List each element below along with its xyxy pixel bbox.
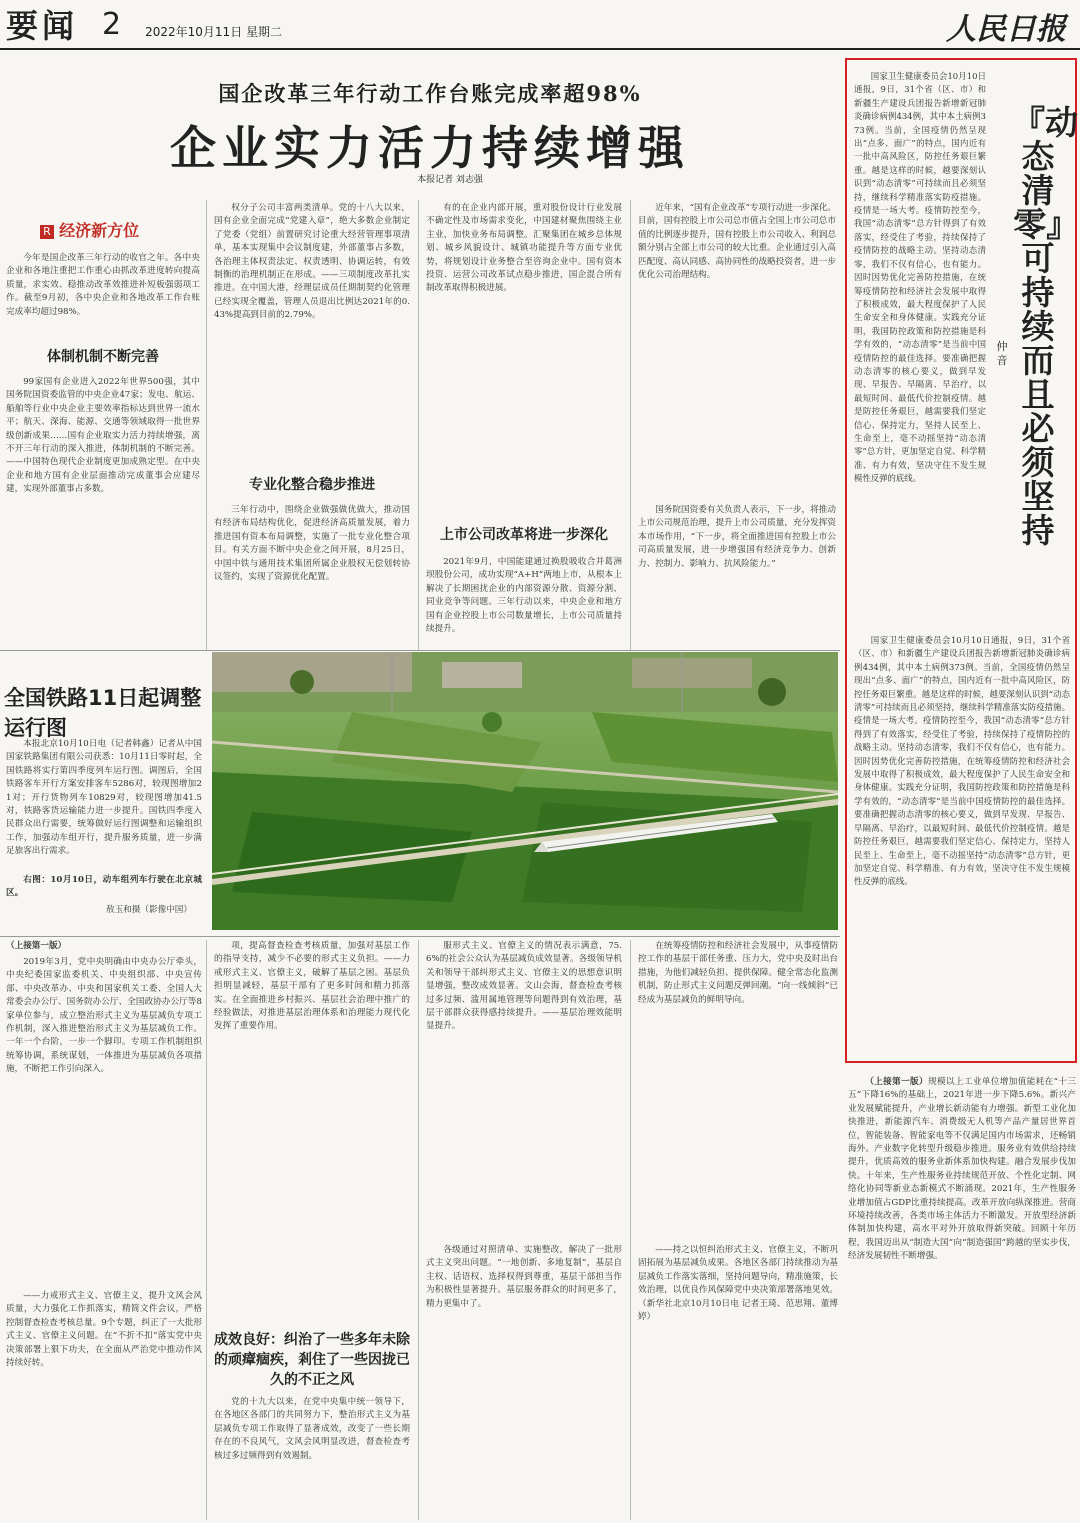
section-label: 经济新方位 [59, 221, 140, 240]
col-divider [206, 200, 207, 650]
header-rule [0, 48, 1080, 50]
continued-col4: 在统筹疫情防控和经济社会发展中，从事疫情防控工作的基层干部任务重、压力大，党中央及时出台措施，为他们减轻负担、提供保障。健全常态化监测机制，防止形式主义问题反弹回潮。“向一线倾斜”已经成为基层减负的鲜明导向。 [638, 941, 838, 1005]
section-name: 要闻 [6, 7, 79, 45]
lead-subhead-3: 上市公司改革将进一步深化 [440, 527, 608, 543]
lead-headline: 企业实力活力持续增强 [170, 121, 690, 175]
page-header [6, 4, 282, 44]
issue-date: 2022年10月11日 星期二 [145, 24, 283, 39]
page-number: 2 [102, 6, 122, 42]
continued-col3: 服形式主义、官僚主义的情况表示满意，75.6%的社会公众认为基层减负成效显著。各级领导机关和领导干部纠形式主义、官僚主义的思想意识明显增强，整改成效显著。文山会海，督查检查考核过多过频、滥用属地管理等问题得到有效治理，基层干部群众获得感持续提升。——基层治理效能明显提升。 [426, 941, 622, 1032]
section-rule [0, 650, 840, 651]
continued-col2: 项，提高督查检查考核质量，加强对基层工作的指导支持，减少不必要的形式主义负担。——力戒形式主义、官僚主义，破解了基层之困。基层负担明显减轻，基层干部有了更多时间和精力抓落实。在全面推进乡村振兴、基层社会治理中推广的经验做法，对推进基层治理体系和治理能力现代化发挥了重要作用。 [214, 941, 410, 1032]
rail-photo-caption: 右图：10月10日，动车组列车行驶在北京城区。 [6, 875, 202, 899]
lead-kicker: 国企改革三年行动工作台账完成率超98% [218, 81, 642, 106]
rail-headline: 全国铁路11日起调整运行图 [4, 686, 202, 740]
col-divider [418, 940, 419, 1520]
section-badge-icon: R [40, 225, 54, 239]
continued-col2b: 党的十九大以来，在党中央集中统一领导下，在各地区各部门的共同努力下，整治形式主义为基层减负专项工作取得了显著成效，改变了一些长期存在的不良风气，文风会风明显改进，督查检查考核过多过频得到有效遏制。 [214, 1397, 410, 1461]
col-divider [630, 200, 631, 650]
rail-body: 本报北京10月10日电（记者韩鑫）记者从中国国家铁路集团有限公司获悉：10月11日零时起，全国铁路将实行第四季度列车运行图。调图后，全国铁路客车开行方案安排客车5286对，较现图增加21对；开行货物列车10829对，较现图增加41.5对，铁路客货运输能力进一步提升。国铁四季度入民群众出行需要，统筹做好运行图调整和运输组织工作，加强动车组开行，提升服务质量，进一步满足旅客出行需求。 [6, 739, 202, 857]
commentary-body-top: 国家卫生健康委员会10月10日通报，9日，31个省（区、市）和新疆生产建设兵团报告新增新冠肺炎确诊病例434例，其中本土病例373例。当前，全国疫情仍然呈现出“点多、面广”的特点，国内近有一批中高风险区，防控任务艰巨繁重。越是这样的时候，越要深刻认识到“动态清零”可持续而且必须坚持，继续科学精准落实防疫措施。疫情是一场大考。疫情防控至今，我国“动态清零”总方针得到了有效落实，经受住了考验，持续保持了疫情防控的战略主动。坚持动态清零，我们不仅有信心，也有能力。因时因势优化完善防控措施，在统筹疫情防控和经济社会发展中取得了积极成效，最大程度保护了人民生命安全和身体健康。实践充分证明，我国防控政策和防控措施是科学有效的，“动态清零”是当前中国疫情防控的最佳选择。要准确把握动态清零的核心要义，做到早发现、早报告、早隔离、早治疗，以最短时间、最低代价控制疫情。越是防控任务艰巨，越需要我们坚定信心、保持定力，坚持人民至上、生命至上，毫不动摇坚持“动态清零”总方针，更加坚定自觉、科学精准、有力有效，坚决守住不发生规模性反弹的底线。 [854, 71, 986, 484]
continued-col1b: ——力戒形式主义、官僚主义，提升文风会风质量，大力强化工作抓落实，精简文件会议，严格控制督查检查考核总量。9个专题，纠正了一大批形式主义、官僚主义问题。在“不折不扣”落实党中央决策部署上狠下功夫，在全面从严治党中推动作风持续好转。 [6, 1291, 202, 1369]
continued-subhead: 成效良好：纠治了一些多年未除的顽瘴痼疾，剎住了一些因拢已久的不正之风 [214, 1332, 410, 1388]
right-continued [848, 1076, 1076, 1516]
commentary-body-bottom: 国家卫生健康委员会10月10日通报，9日，31个省（区、市）和新疆生产建设兵团报告新增新冠肺炎确诊病例434例，其中本土病例373例。当前，全国疫情仍然呈现出“点多、面广”的特点，国内近有一批中高风险区，防控任务艰巨繁重。越是这样的时候，越要深刻认识到“动态清零”可持续而且必须坚持，继续科学精准落实防疫措施。疫情是一场大考。疫情防控至今，我国“动态清零”总方针得到了有效落实，经受住了考验，持续保持了疫情防控的战略主动。坚持动态清零，我们不仅有信心，也有能力。因时因势优化完善防控措施，在统筹疫情防控和经济社会发展中取得了积极成效，最大程度保护了人民生命安全和身体健康。实践充分证明，我国防控政策和防控措施是科学有效的，“动态清零”是当前中国疫情防控的最佳选择。要准确把握动态清零的核心要义，做到早发现、早报告、早隔离、早治疗，以最短时间、最低代价控制疫情。越是防控任务艰巨，越需要我们坚定信心、保持定力，坚持人民至上、生命至上，毫不动摇坚持“动态清零”总方针，更加坚定自觉、科学精准、有力有效，坚决守住不发生规模性反弹的底线。 [854, 635, 1070, 887]
col-divider [206, 940, 207, 1520]
continued-col4b: ——持之以恒纠治形式主义、官僚主义，不断巩固拓展为基层减负成果。各地区各部门持续推动为基层减负工作落实落细，坚持问题导向，精准施策，长效治理，以优良作风保障党中央决策部署落地见效。（新华社北京10月10日电 记者王琦、范思翔、董博婷） [638, 1245, 838, 1323]
continued-col1: 2019年3月，党中央明确由中央办公厅牵头，中央纪委国家监委机关、中央组织部、中央宣传部、中央改革办、中央和国家机关工委、全国人大常委会办公厅、国务院办公厅、全国政协办公厅等8家单位参与，成立整治形式主义为基层减负专项工作机制，深入推进整治形式主义为基层减负工作。一年一个台阶，一步一个脚印。专项工作机制组织统筹协调，系统谋划，一体推进为基层减负各项措施，不断把工作引向深入。 [6, 957, 202, 1075]
newspaper-logo: 人民日报 [946, 12, 1066, 47]
section-label-wrap [40, 218, 190, 241]
lead-col4: 近年来，“国有企业改革”专项行动进一步深化。目前，国有控股上市公司总市值占全国上市公司总市值的比例逐步提升，国有控股上市公司收入、利润总额分别占全部上市公司的较大比重。企业通过引入高匹配度、高认同感、高协同性的战略投资者，进一步优化公司治理结构。 [638, 203, 836, 281]
commentary-author: 仲音 [996, 340, 1008, 367]
lead-subhead-2: 专业化整合稳步推进 [249, 477, 375, 493]
lead-col2: 权分子公司丰富两类清单。党的十八大以来，国有企业全面完成“党建入章”，绝大多数企业制定了党委（党组）前置研究讨论重大经营管理事项清单，基本实现集中会议制度建，外部董事占多数，各治理主体权责法定、权责透明、协调运转，有效制衡的治理机制正在形成。——三项制度改革扎实推进。在中国大港，经理层成员任期制契约化管理已经实现全覆盖，管理人员退出比例达2021年的0.43%提高到目前的2.79%。 [214, 203, 410, 321]
lead-col1: 今年是国企改革三年行动的收官之年。各中央企业和各地注重把工作重心由抓改革进度转向提高质量，求实效、稳推动改革效推进补短板强弱项工作。截至9月初，各中央企业和各地改革工作台账完成率均超过98%。 [6, 253, 200, 317]
lead-col1b: 99家国有企业进入2022年世界500强，其中国务院国资委监管的中央企业47家；发电、航运、船舶等行业中央企业主要效率指标达到世界一流水平；航天、深海、能源、交通等领域取得一批世界级创新成果……国有企业取实力活力持续增强，离不开三年行动的深入推进，体制机制的不断完善。——中国特色现代企业制度更加成熟定型。在中央企业和地方国有企业层面推动完成董事会应建尽建，实现外部董事占多数。 [6, 377, 200, 495]
continued-col3b: 各级通过对照清单、实施整改，解决了一批形式主义突出问题。“一地创新、多地复制”，基层自主权、话语权、选择权得到尊重，基层干部担当作为积极性显著提升。基层服务群众的时间更多了，精力更集中了。 [426, 1245, 622, 1309]
col-divider [630, 940, 631, 1520]
lead-col4b: 国务院国资委有关负责人表示，下一步，将推动上市公司规范治理，提升上市公司质量，充分发挥资本市场作用，“下一步，将全面推进国有控股上市公司高质量发展，进一步增强国有经济竞争力、创新力、控制力、影响力、抗风险能力。” [638, 505, 836, 569]
train-photo [212, 652, 838, 930]
train-landscape-image [212, 652, 838, 930]
lead-subhead-1: 体制机制不断完善 [47, 349, 159, 365]
lead-byline: 本报记者 刘志强 [417, 175, 483, 185]
lead-col3: 有的在企业内部开展，重对股份设计行业发展不确定性及市场需求变化，中国建材聚焦围绕主业主业，加快业务布局调整。汇聚集团在城乡总体规划、城乡风貌设计、城镇功能提升等方面专业优势，将规划设计业务整合至咨询企业中。国有资本投资、运营公司改革试点稳步推进，国企混合所有制改革取得积极进展。 [426, 203, 622, 294]
continued-label: （上接第一版） [6, 941, 67, 951]
lead-col3b: 2021年9月，中国能建通过换股吸收合并葛洲坝股份公司，成功实现“A+H”两地上市，从根本上解决了长期困扰企业的内部资源分散、资源分割、同业竞争等问题。三年行动以来，中央企业和地方国有企业控股上市公司数量增长，上市公司质量持续提升。 [426, 557, 622, 635]
col-divider [418, 200, 419, 650]
right-continued-body: 规模以上工业单位增加值能耗在“十三五”下降16%的基础上，2021年进一步下降5.6%。新兴产业发展赋能提升，产业增长新动能有力增强。新型工业化加快推进，新能源汽车、消费级无人机等产品产量居世界首位，智能装备、智能家电等不仅满足国内市场需求，还畅销海外。产业数字化转型升级稳步推进。服务业有效供给持续提升，优质高效的服务业新体系加快构建。融合发展步伐加快。十年来，生产性服务业持续规范开放、个性化定制、网络化协同等新业态新模式不断涌现。2021年，生产性服务业增加值占GDP比重持续提高。改革开放向纵深推进。营商环境持续改善，各类市场主体活力不断激发。开放型经济新体制加快构建，高水平对外开放取得新突破。回顾十年历程，我国迈出从“制造大国”向“制造强国”跨越的坚实步伐，经济发展韧性不断增强。 [848, 1077, 1076, 1262]
right-continued-label: （上接第一版） [865, 1077, 929, 1087]
section-rule [0, 936, 840, 937]
commentary-title: 『动态清零』可持续而且必须坚持 [1012, 103, 1078, 550]
lead-col2b: 三年行动中，围绕企业做强做优做大，推动国有经济布局结构优化，促进经济高质量发展，着力推进国有资本布局调整，实施了一批专业化整合项目。有关方面不断中央企业之间开展，8月25日，中国中铁与通用技术集团所属企业股权无偿划转协议签约，实现了资源优化配置。 [214, 505, 410, 583]
rail-photo-credit: 敖玉和摄（影像中国） [106, 905, 192, 915]
